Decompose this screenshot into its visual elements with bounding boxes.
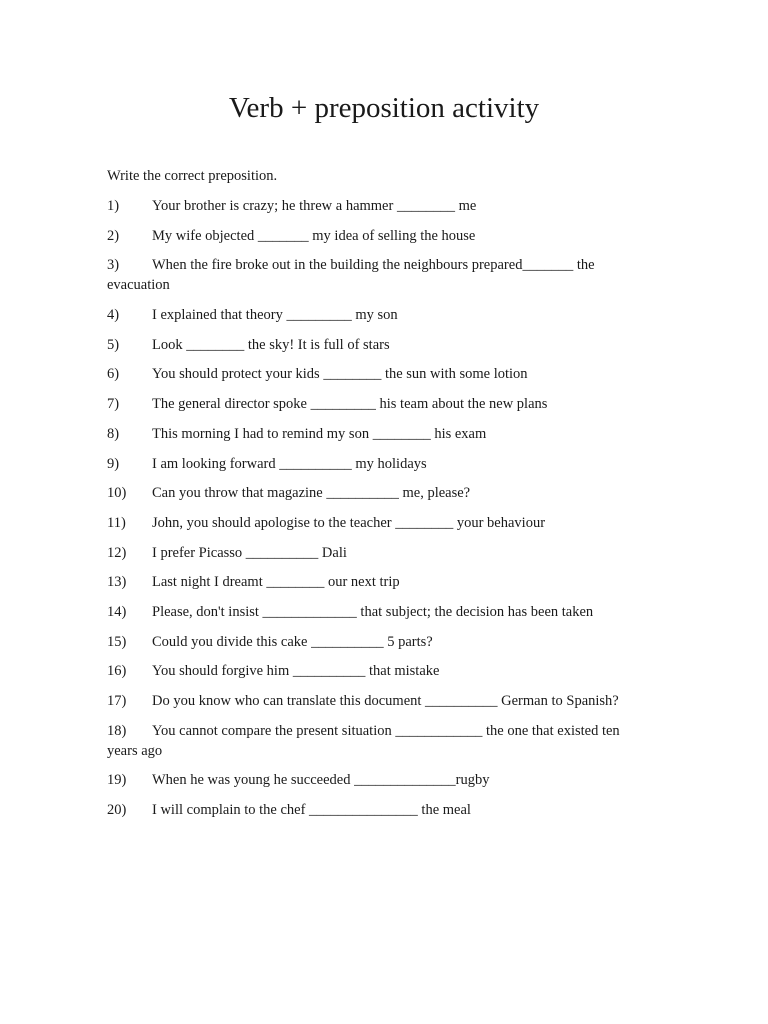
item-number: 15) [107, 633, 127, 650]
exercise-item-19 [107, 770, 652, 790]
exercise-item-1 [107, 196, 652, 216]
item-number: 12) [107, 544, 127, 561]
item-text: John, you should apologise to the teacher ________ your behaviour [152, 514, 546, 531]
exercise-list [107, 196, 652, 830]
page-title: Verb + preposition activity [228, 92, 540, 124]
item-number: 3) [107, 257, 120, 274]
item-text: This morning I had to remind my son ________ his exam [152, 425, 487, 442]
exercise-item-16 [107, 661, 652, 681]
item-number: 14) [107, 603, 127, 620]
exercise-item-15 [107, 632, 652, 652]
item-text: When the fire broke out in the building the neighbours prepared_______ the evacuation [107, 257, 595, 294]
exercise-item-10 [107, 483, 652, 503]
item-number: 10) [107, 485, 127, 502]
item-text: Your brother is crazy; he threw a hammer ________ me [152, 198, 477, 214]
item-number: 19) [107, 772, 127, 789]
item-text: I prefer Picasso __________ Dali [152, 544, 347, 561]
item-number: 7) [107, 396, 120, 413]
item-text: Last night I dreamt ________ our next trip [152, 574, 400, 591]
item-text: The general director spoke _________ his team about the new plans [152, 396, 548, 413]
exercise-item-2 [107, 226, 652, 246]
exercise-item-17 [107, 691, 652, 711]
exercise-item-14 [107, 602, 652, 622]
item-text: I explained that theory _________ my son [152, 307, 398, 324]
item-number: 18) [107, 722, 127, 739]
exercise-item-3 [107, 255, 652, 295]
exercise-item-5 [107, 335, 652, 355]
exercise-item-4 [107, 305, 652, 325]
item-text: Look ________ the sky! It is full of stars [152, 336, 390, 353]
exercise-item-7 [107, 394, 652, 414]
exercise-item-8 [107, 424, 652, 444]
item-text: You should protect your kids ________ the sun with some lotion [152, 366, 528, 383]
item-number: 20) [107, 802, 127, 819]
exercise-item-6 [107, 364, 652, 384]
item-text: When he was young he succeeded ______________rugby [152, 772, 490, 789]
item-number: 2) [107, 227, 120, 244]
item-text: Please, don't insist _____________ that subject; the decision has been taken [152, 603, 594, 620]
item-number: 13) [107, 574, 127, 591]
item-text: You should forgive him __________ that mistake [152, 663, 440, 680]
exercise-item-12 [107, 543, 652, 563]
item-number: 11) [107, 514, 126, 531]
item-number: 1) [107, 198, 120, 214]
exercise-item-11 [107, 513, 652, 533]
exercise-item-9 [107, 454, 652, 474]
item-text: I will complain to the chef _______________ the meal [152, 802, 471, 819]
item-text: You cannot compare the present situation ____________ the one that existed ten years ago [107, 722, 620, 759]
exercise-item-18 [107, 721, 652, 761]
item-number: 8) [107, 425, 120, 442]
item-number: 16) [107, 663, 127, 680]
item-text: I am looking forward __________ my holidays [152, 455, 427, 472]
item-number: 5) [107, 336, 120, 353]
item-number: 4) [107, 307, 120, 324]
item-text: Do you know who can translate this document __________ German to Spanish? [152, 693, 619, 709]
item-text: Could you divide this cake __________ 5 parts? [152, 633, 433, 650]
exercise-item-20 [107, 800, 652, 820]
item-text: My wife objected _______ my idea of selling the house [152, 227, 476, 244]
item-number: 9) [107, 455, 120, 472]
instructions: Write the correct preposition. [107, 168, 278, 184]
exercise-item-13 [107, 572, 652, 592]
item-text: Can you throw that magazine __________ me, please? [152, 485, 471, 502]
item-number: 6) [107, 366, 120, 383]
item-number: 17) [107, 693, 127, 709]
